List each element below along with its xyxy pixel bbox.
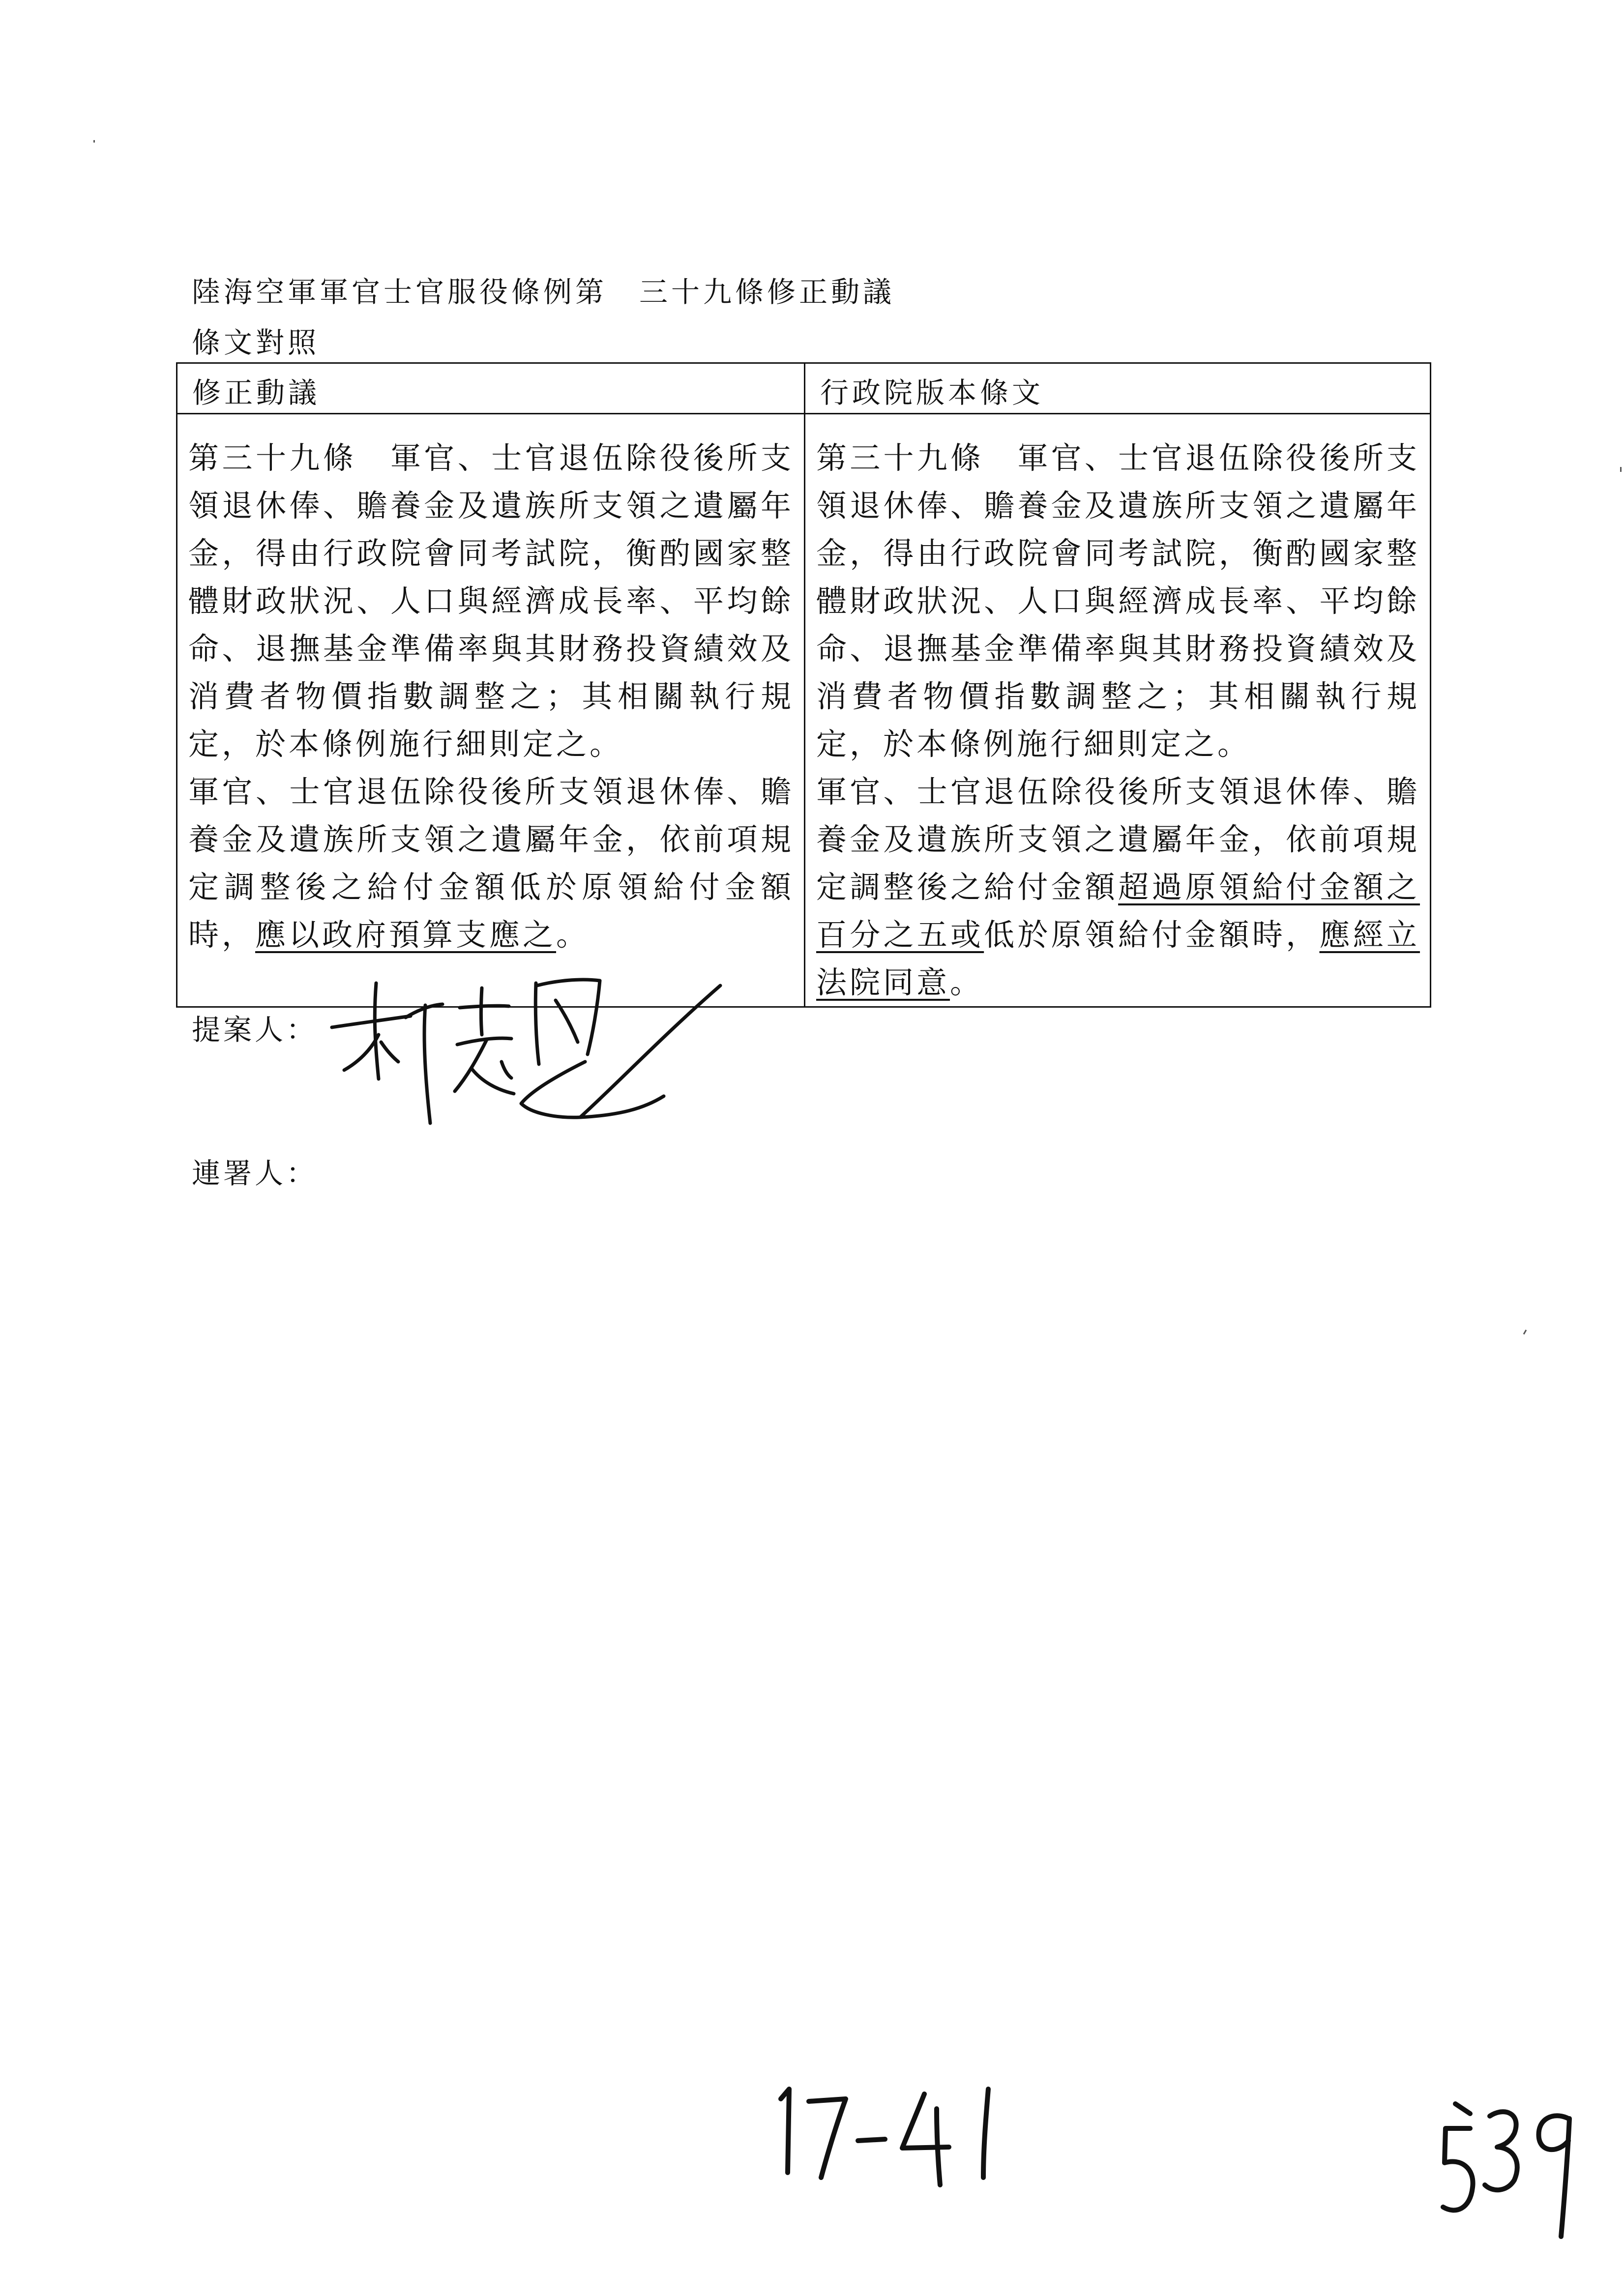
executive-paragraph-2-middle: 低於原領給付金額時，	[984, 917, 1320, 953]
proposer-label: 提案人：	[192, 1013, 318, 1046]
document-title: 陸海空軍軍官士官服役條例第 三十九條修正動議	[192, 275, 895, 309]
executive-amended-text-2: 應經立法院同意	[816, 917, 1420, 1000]
motion-paragraph-2	[188, 768, 794, 959]
executive-amended-text-1: 超過原領給付金額之百分之五或	[816, 869, 1420, 953]
motion-amended-text: 應以政府預算支應之	[255, 917, 557, 953]
handwritten-document-number	[767, 2079, 1023, 2192]
executive-column-header: 行政院版本條文	[805, 363, 1431, 414]
scan-mark	[1620, 467, 1622, 472]
comparison-table	[176, 362, 1431, 1008]
executive-paragraph-2	[816, 768, 1420, 1006]
scan-mark	[93, 140, 95, 143]
proposer-signature	[325, 961, 728, 1148]
cosigner-label: 連署人：	[192, 1157, 318, 1190]
motion-text-cell	[177, 414, 805, 1007]
table-body-row	[177, 414, 1431, 1007]
executive-paragraph-1: 第三十九條 軍官、士官退伍除役後所支領退休俸、贍養金及遺族所支領之遺屬年金，得由行政院會同考試院，衡酌國家整體財政狀況、人口與經濟成長率、平均餘命、退撫基金準備率與其財務投資績效及消費者物價指數調整之；其相關執行規定，於本條例施行細則定之。	[816, 440, 1420, 762]
handwritten-page-number	[1436, 2089, 1583, 2241]
executive-paragraph-2-text: 軍官、士官退伍除役後所支領退休俸、贍養金及遺族所支領之遺屬年金，依前項規定調整後之給付金額	[816, 774, 1420, 905]
executive-paragraph-2-end: 。	[950, 964, 984, 1000]
document-subtitle: 條文對照	[192, 326, 320, 359]
scan-mark	[1523, 1330, 1527, 1335]
motion-paragraph-1: 第三十九條 軍官、士官退伍除役後所支領退休俸、贍養金及遺族所支領之遺屬年金，得由行政院會同考試院，衡酌國家整體財政狀況、人口與經濟成長率、平均餘命、退撫基金準備率與其財務投資績效及消費者物價指數調整之；其相關執行規定，於本條例施行細則定之。	[188, 440, 794, 762]
motion-paragraph-2-end: 。	[556, 917, 590, 953]
table-header-row	[177, 363, 1431, 414]
motion-paragraph-2-text: 軍官、士官退伍除役後所支領退休俸、贍養金及遺族所支領之遺屬年金，依前項規定調整後之給付金額低於原領給付金額時，	[188, 774, 794, 953]
executive-text-cell	[805, 414, 1431, 1007]
motion-column-header: 修正動議	[177, 363, 805, 414]
